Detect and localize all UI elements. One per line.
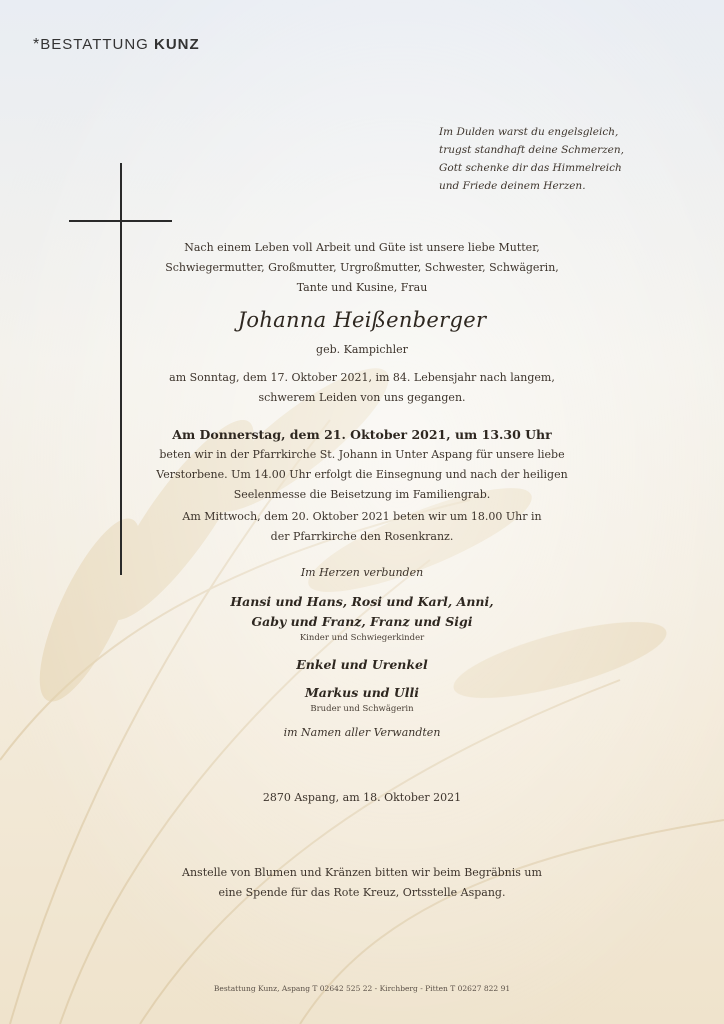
family-group-children bbox=[0, 592, 724, 645]
family-names: Gaby und Franz, Franz und Sigi bbox=[251, 614, 473, 629]
donation-request bbox=[0, 863, 724, 903]
deceased-name: Johanna Heißenberger bbox=[237, 308, 487, 332]
funeral-line: Seelenmesse die Beisetzung im Familiengrab. bbox=[233, 488, 491, 501]
poem bbox=[439, 123, 624, 195]
place-date: 2870 Aspang, am 18. Oktober 2021 bbox=[262, 791, 462, 804]
family-role: Kinder und Schwiegerkinder bbox=[299, 633, 425, 643]
family-names: Hansi und Hans, Rosi und Karl, Anni, bbox=[230, 594, 494, 609]
rosary-line: der Pfarrkirche den Rosenkranz. bbox=[270, 530, 454, 543]
donation-line: Anstelle von Blumen und Kränzen bitten wir beim Begräbnis um bbox=[182, 866, 542, 879]
death-notice-line: am Sonntag, dem 17. Oktober 2021, im 84. Lebensjahr nach langem, bbox=[169, 371, 555, 384]
poem-line: Gott schenke dir das Himmelreich bbox=[439, 162, 622, 174]
logo-prefix: BESTATTUNG bbox=[40, 36, 155, 53]
funeral-details bbox=[0, 425, 724, 505]
funeral-home-logo bbox=[33, 36, 200, 54]
cross-icon-horizontal bbox=[69, 220, 172, 222]
intro-line: Tante und Kusine, Frau bbox=[296, 281, 428, 294]
family-names: Enkel und Urenkel bbox=[296, 657, 428, 672]
funeral-line: beten wir in der Pfarrkirche St. Johann in Unter Aspang für unsere liebe bbox=[159, 448, 565, 461]
poem-line: Im Dulden warst du engelsgleich, bbox=[439, 126, 619, 138]
birth-name: geb. Kampichler bbox=[316, 343, 408, 356]
intro-line: Schwiegermutter, Großmutter, Urgroßmutter, Schwester, Schwägerin, bbox=[165, 261, 559, 274]
rosary-notice bbox=[0, 507, 724, 547]
logo-brand: KUNZ bbox=[154, 36, 200, 53]
funeral-headline: Am Donnerstag, dem 21. Oktober 2021, um 13.30 Uhr bbox=[172, 427, 552, 442]
family-names: Markus und Ulli bbox=[304, 685, 420, 700]
death-notice bbox=[0, 368, 724, 408]
relatives-line: im Namen aller Verwandten bbox=[283, 726, 441, 739]
intro-text bbox=[0, 238, 724, 298]
poem-line: trugst standhaft deine Schmerzen, bbox=[439, 144, 624, 156]
family-group-grandchildren bbox=[0, 655, 724, 675]
heart-line: Im Herzen verbunden bbox=[300, 566, 424, 579]
poem-line: und Friede deinem Herzen. bbox=[439, 180, 586, 192]
family-group-siblings bbox=[0, 683, 724, 716]
footer-contact: Bestattung Kunz, Aspang T 02642 525 22 - Kirchberg - Pitten T 02627 822 91 bbox=[213, 984, 511, 993]
funeral-line: Verstorbene. Um 14.00 Uhr erfolgt die Einsegnung und nach der heiligen bbox=[156, 468, 568, 481]
donation-line: eine Spende für das Rote Kreuz, Ortsstelle Aspang. bbox=[218, 886, 506, 899]
intro-line: Nach einem Leben voll Arbeit und Güte ist unsere liebe Mutter, bbox=[184, 241, 540, 254]
rosary-line: Am Mittwoch, dem 20. Oktober 2021 beten wir um 18.00 Uhr in bbox=[182, 510, 542, 523]
family-role: Bruder und Schwägerin bbox=[310, 704, 414, 714]
death-notice-line: schwerem Leiden von uns gegangen. bbox=[258, 391, 466, 404]
logo-star: * bbox=[33, 36, 41, 53]
